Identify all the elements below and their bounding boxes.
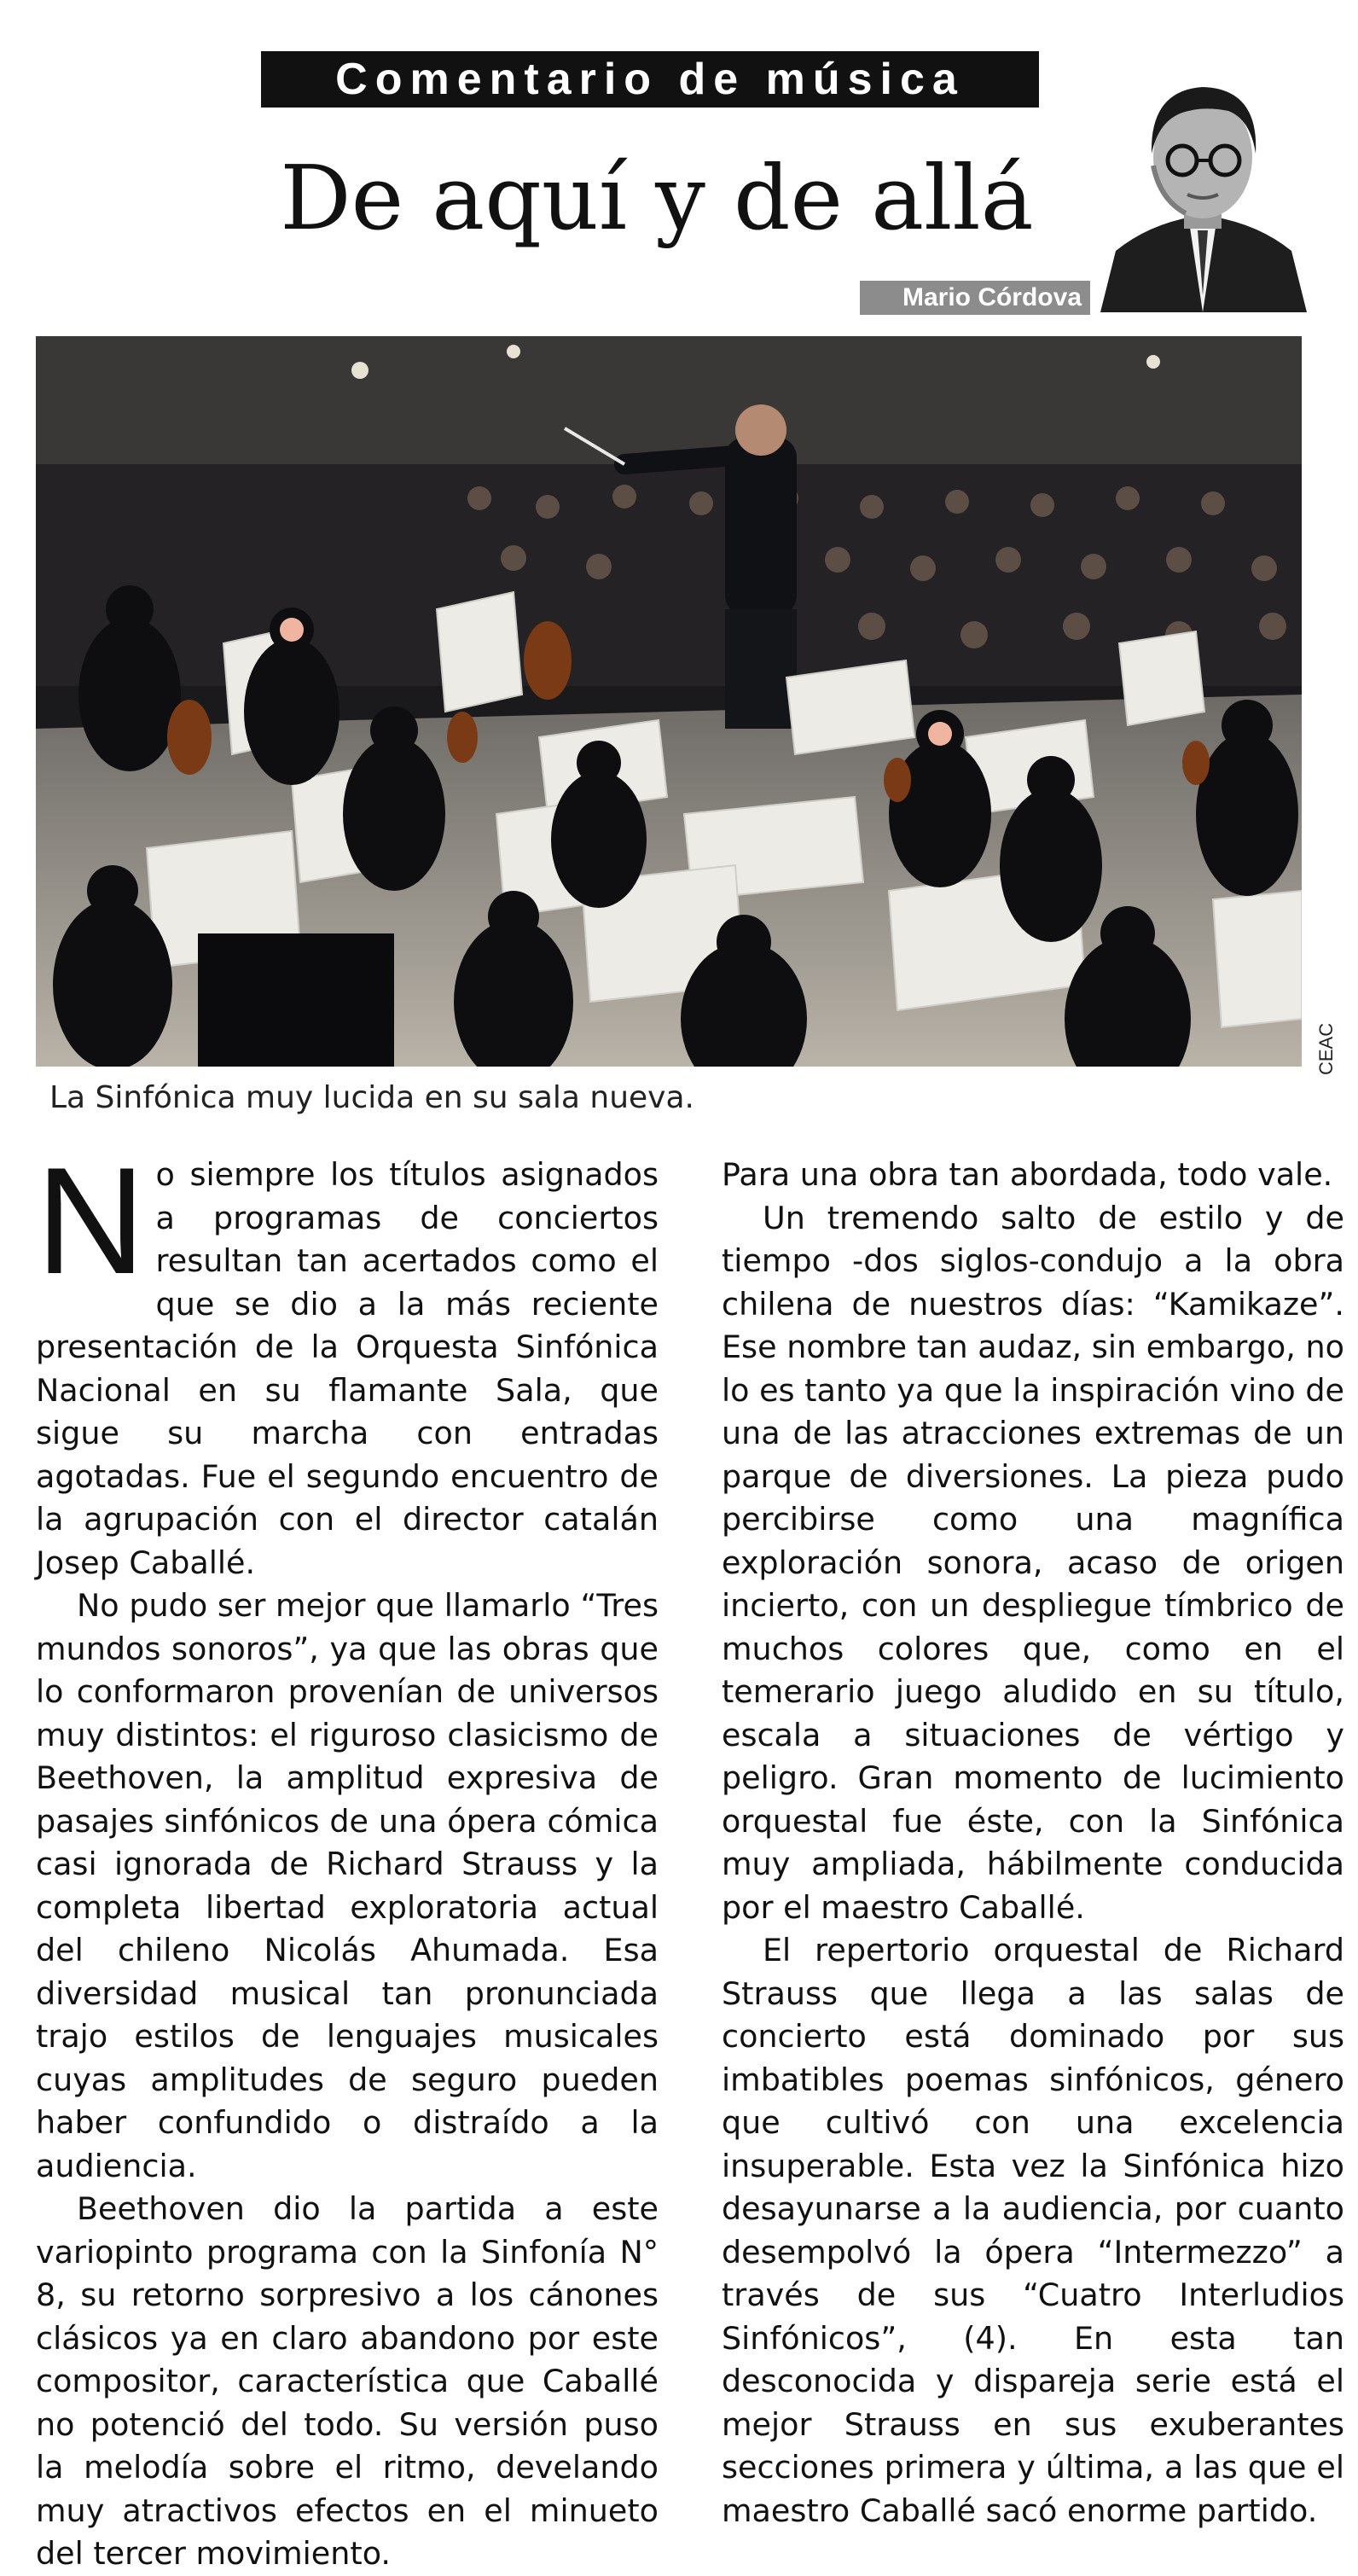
drop-cap: N [36, 1136, 146, 1305]
paragraph-1 [36, 1136, 659, 1585]
photo-credit: CEAC [1315, 1022, 1337, 1075]
article-column-left [36, 1136, 659, 2572]
article-column-right [722, 1154, 1344, 2529]
headline: De aquí y de allá [280, 146, 1034, 250]
photo-caption: La Sinfónica muy lucida en su sala nueva. [49, 1080, 694, 1115]
paragraph-5: El repertorio orquestal de Richard Strauss que llega a las salas de concierto está dominado por sus imbatibles poemas sinfónicos, género que cultivó con una excelencia insuperable. Esta vez la Sinfónica hizo desayunarse a la audiencia, por cuanto desempolvó la ópera “Intermezzo” a través de sus “Cuatro Interludios Sinfónicos”, (4). En esta tan desconocida y dispareja serie está el mejor Strauss en sus exuberantes secciones primera y última, a las que el maestro Caballé sacó enorme partido. [722, 1932, 1344, 2529]
paragraph-3-continued: Para una obra tan abordada, todo vale. [722, 1156, 1333, 1193]
author-byline: Mario Córdova [860, 281, 1090, 315]
orchestra-photo [36, 336, 1302, 1067]
section-title: Comentario de música [261, 51, 1039, 108]
paragraph-1-text: o siempre los títulos asignados a programas de conciertos resultan tan acertados como el que se dio a la más reciente presentación de la Orquesta Sinfónica Nacional en su flamante Sala, que sigue su marcha con entradas agotadas. Fue el segundo encuentro de la agrupación con el director catalán Josep Caballé. [36, 1156, 659, 1581]
paragraph-4: Un tremendo salto de estilo y de tiempo -dos siglos-condujo a la obra chilena de nuestros días: “Kamikaze”. Ese nombre tan audaz, sin embargo, no lo es tanto ya que la inspiración vino de una de las atracciones extremas de un parque de diversiones. La pieza pudo percibirse como una magnífica exploración sonora, acaso de origen incierto, con un despliegue tímbrico de muchos colores que, como en el temerario juego aludido en su título, escala a situaciones de vértigo y peligro. Gran momento de lucimiento orquestal fue éste, con la Sinfónica muy ampliada, hábilmente conducida por el maestro Caballé. [722, 1199, 1344, 1926]
author-portrait [1100, 72, 1307, 312]
paragraph-3: Beethoven dio la partida a este variopinto programa con la Sinfonía N° 8, su retorno sorpresivo a los cánones clásicos ya en claro abandono por este compositor, característica que Caballé no potenció del todo. Su versión puso la melodía sobre el ritmo, develando muy atractivos efectos en el minueto del tercer movimiento. [36, 2190, 659, 2572]
paragraph-2: No pudo ser mejor que llamarlo “Tres mundos sonoros”, ya que las obras que lo conformaron provenían de universos muy distintos: el riguroso clasicismo de Beethoven, la amplitud expresiva de pasajes sinfónicos de una ópera cómica casi ignorada de Richard Strauss y la completa libertad exploratoria actual del chileno Nicolás Ahumada. Esa diversidad musical tan pronunciada trajo estilos de lenguajes musicales cuyas amplitudes de seguro pueden haber confundido o distraído a la audiencia. [36, 1587, 659, 2184]
